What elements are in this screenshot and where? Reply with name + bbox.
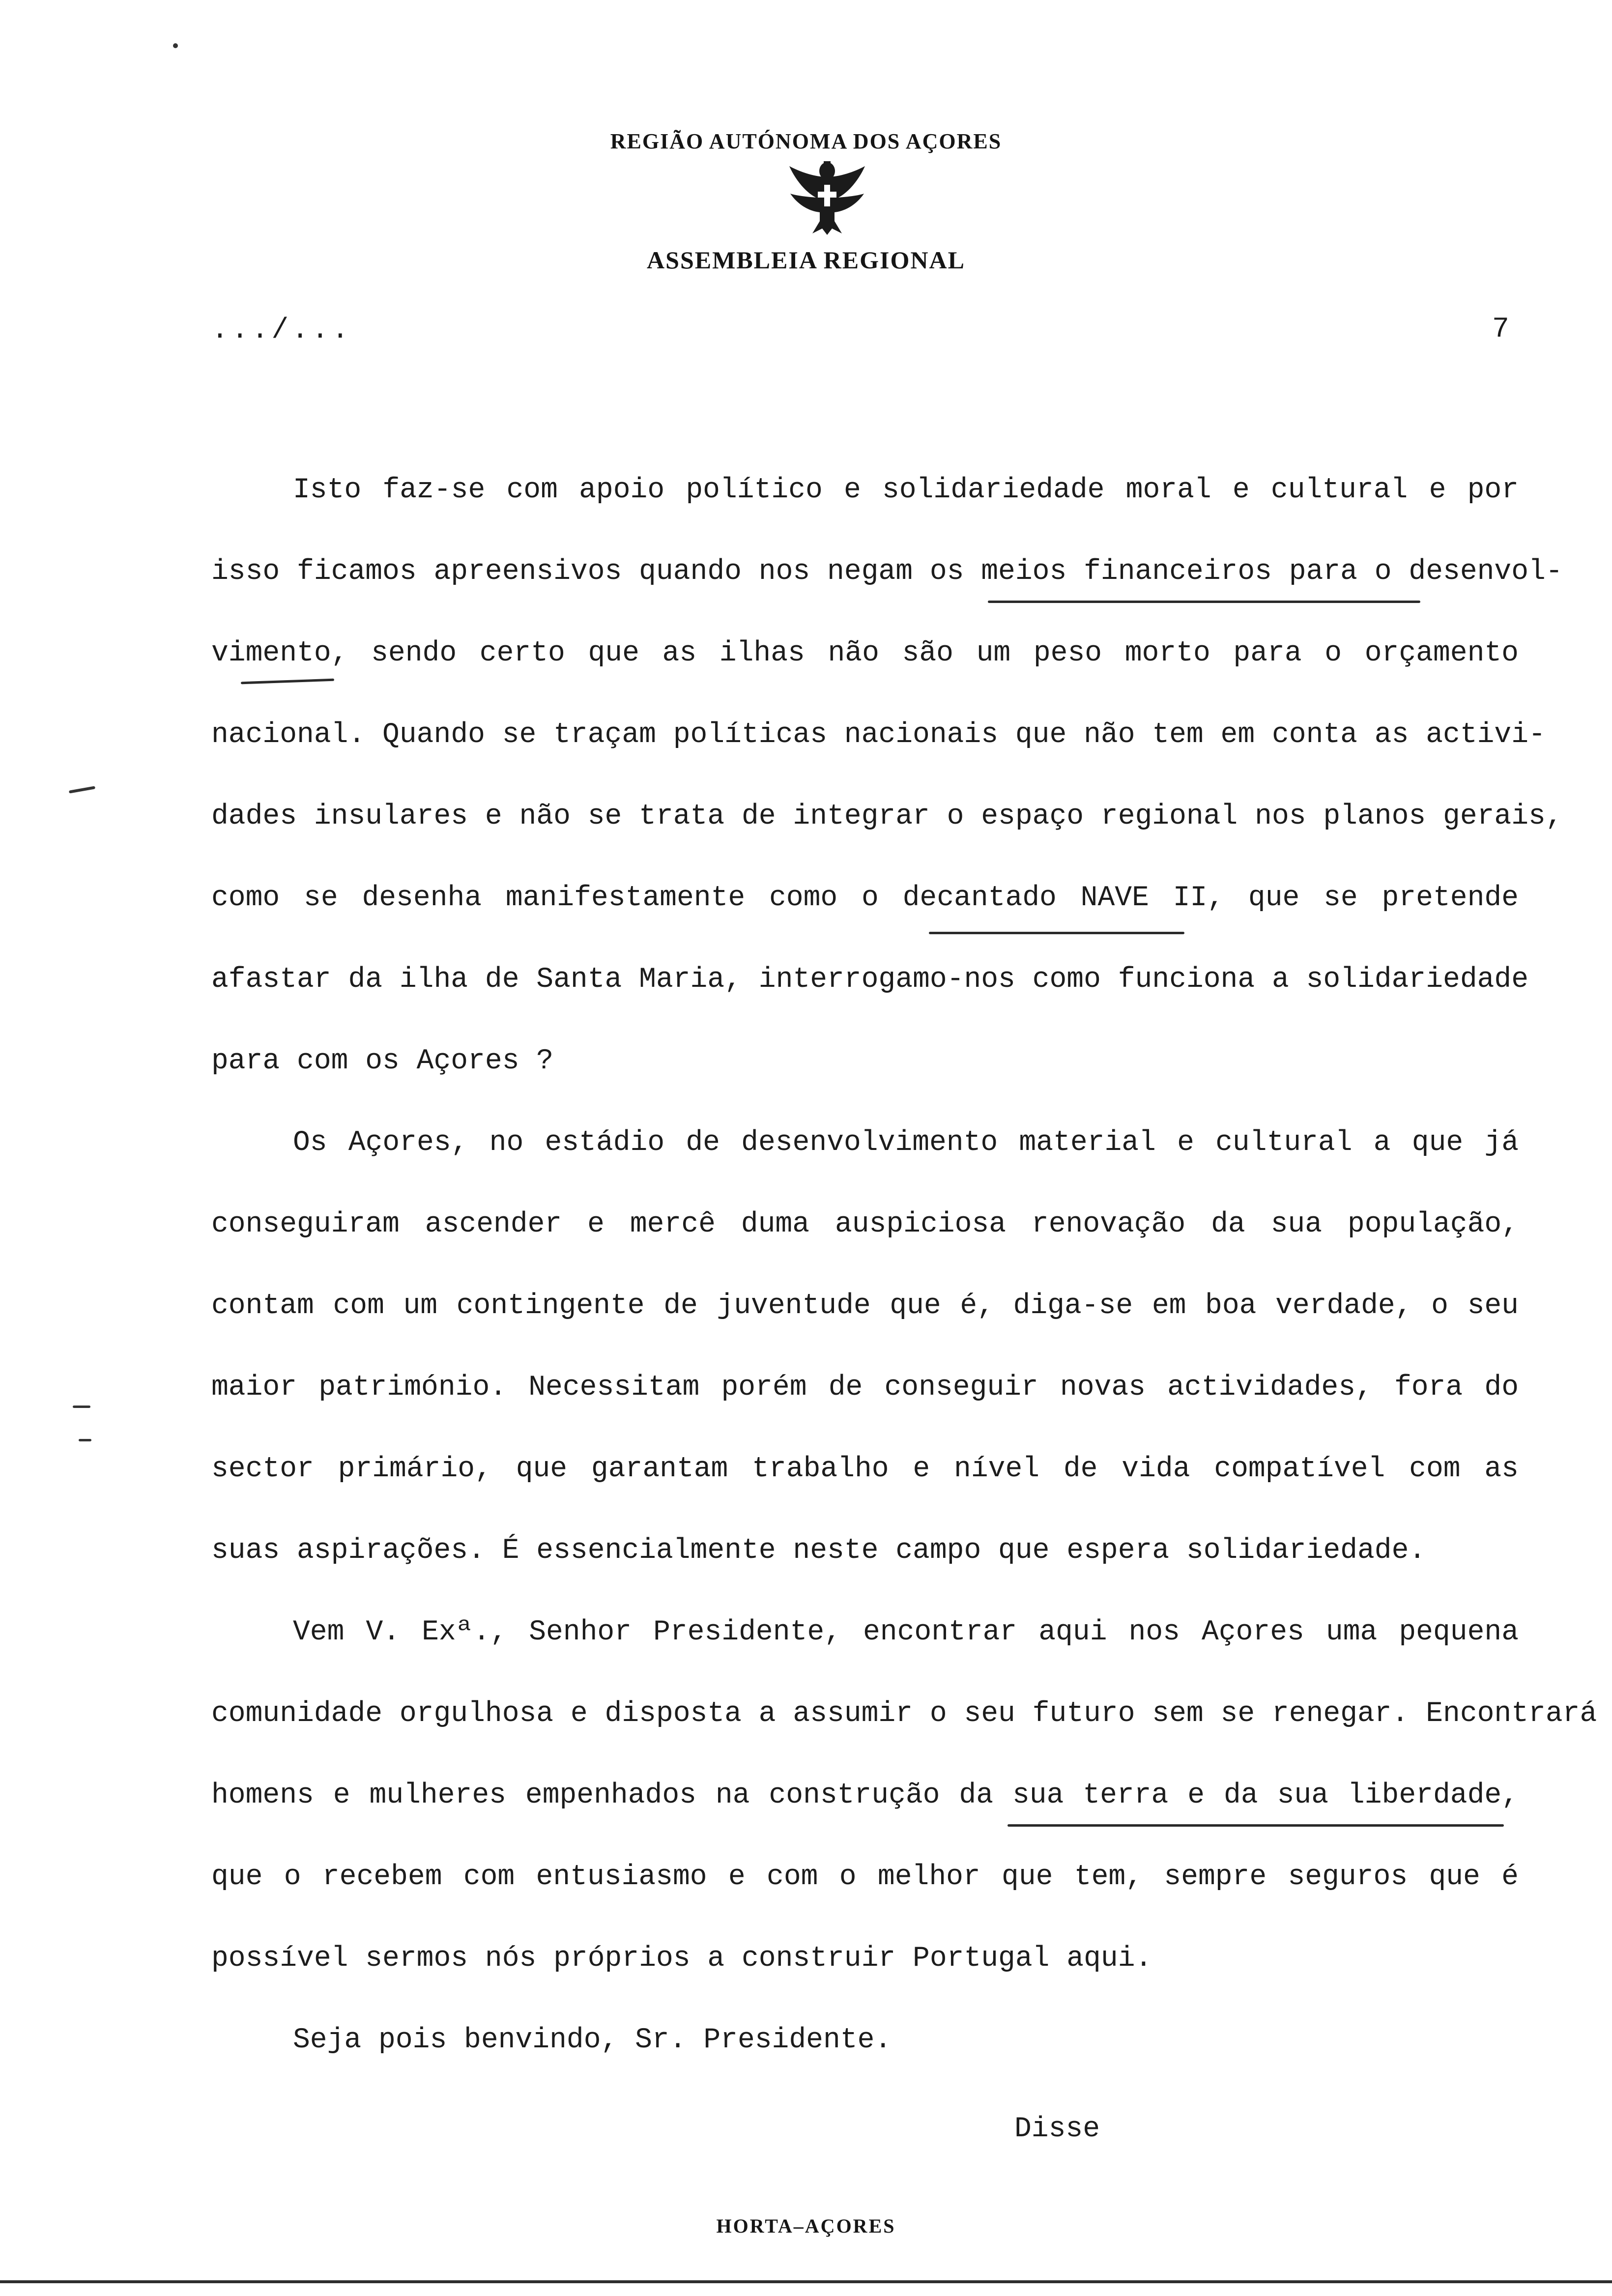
text-line: comunidade orgulhosa e disposta a assumir o seu futuro sem se renegar. Encontrará [211,1698,1597,1730]
signoff: Disse [1014,2113,1100,2145]
text-line: Seja pois benvindo, Sr. Presidente. [293,2024,892,2056]
assembly-title: ASSEMBLEIA REGIONAL [647,246,965,274]
page-number: 7 [1492,314,1509,345]
footer-rule [0,2280,1612,2283]
text-line: vimento, sendo certo que as ilhas não são um peso morto para o orçamento [211,637,1519,669]
region-title: REGIÃO AUTÓNOMA DOS AÇORES [610,129,1002,153]
continuation-mark: .../... [211,315,352,346]
handwritten-underline [988,601,1420,603]
footer-location: HORTA–AÇORES [716,2215,896,2237]
text-line: maior património. Necessitam porém de conseguir novas actividades, fora do [211,1372,1519,1404]
text-line: afastar da ilha de Santa Maria, interrogamo-nos como funciona a solidariedade [211,964,1529,996]
text-line: como se desenha manifestamente como o decantado NAVE II, que se pretende [211,882,1519,914]
margin-mark [73,1406,90,1408]
text-line: Isto faz-se com apoio político e solidariedade moral e cultural e por [293,474,1519,506]
crest-icon [785,157,869,236]
margin-mark [69,786,95,793]
text-line: sector primário, que garantam trabalho e nível de vida compatível com as [211,1453,1519,1485]
margin-mark [173,43,178,48]
handwritten-underline [929,932,1184,934]
handwritten-underline [1008,1824,1504,1827]
text-line: conseguiram ascender e mercê duma auspiciosa renovação da sua população, [211,1208,1519,1240]
text-line: Vem V. Exª., Senhor Presidente, encontrar aqui nos Açores uma pequena [293,1616,1519,1648]
text-line: dades insulares e não se trata de integrar o espaço regional nos planos gerais, [211,801,1563,832]
margin-mark [79,1439,91,1441]
text-line: que o recebem com entusiasmo e com o melhor que tem, sempre seguros que é [211,1861,1519,1893]
text-line: possível sermos nós próprios a construir Portugal aqui. [211,1943,1152,1975]
text-line: para com os Açores ? [211,1045,554,1077]
text-line: homens e mulheres empenhados na construção da sua terra e da sua liberdade, [211,1779,1519,1811]
text-line: contam com um contingente de juventude que é, diga-se em boa verdade, o seu [211,1290,1519,1322]
handwritten-underline [241,679,334,685]
text-line: isso ficamos apreensivos quando nos negam os meios financeiros para o desenvol- [211,556,1563,588]
text-line: suas aspirações. É essencialmente neste campo que espera solidariedade. [211,1535,1426,1567]
text-line: nacional. Quando se traçam políticas nacionais que não tem em conta as activi- [211,719,1546,751]
text-line: Os Açores, no estádio de desenvolvimento material e cultural a que já [293,1127,1519,1159]
